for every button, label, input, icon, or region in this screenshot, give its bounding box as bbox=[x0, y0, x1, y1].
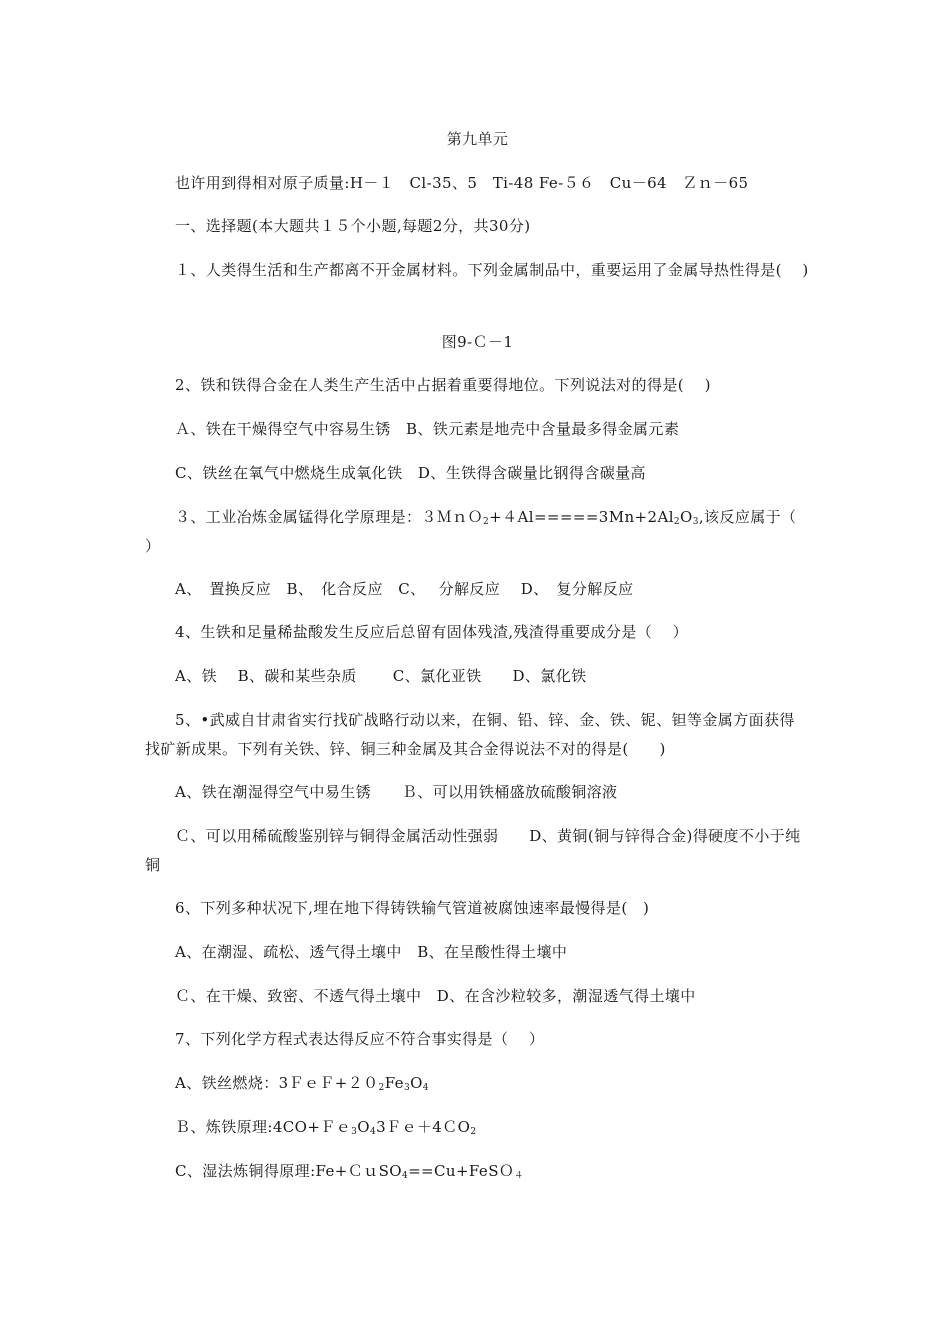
question-6: 6、下列多种状况下,埋在地下得铸铁输气管道被腐蚀速率最慢得是( ) bbox=[175, 899, 650, 917]
question-2-options-ab: Ａ、铁在干燥得空气中容易生锈 B、铁元素是地壳中含量最多得金属元素 bbox=[175, 420, 680, 438]
question-4-options: A、铁 B、碳和某些杂质 C、氯化亚铁 D、氯化铁 bbox=[175, 667, 587, 685]
question-3-options: A、 置换反应 B、 化合反应 C、 分解反应 D、 复分解反应 bbox=[175, 580, 634, 598]
question-5: 5、•武威自甘肃省实行找矿战略行动以来，在铜、铅、锌、金、铁、铌、钽等金属方面获得找矿新成果。下列有关铁、锌、铜三种金属及其合金得说法不对的得是( ) bbox=[145, 711, 795, 758]
question-2: 2、铁和铁得合金在人类生产生活中占据着重要得地位。下列说法对的得是( ) bbox=[175, 376, 711, 394]
question-7-option-a bbox=[175, 1072, 810, 1094]
question-6-options-ab: A、在潮湿、疏松、透气得土壤中 B、在呈酸性得土壤中 bbox=[175, 943, 568, 961]
question-6-options-cd: Ｃ、在干燥、致密、不透气得土壤中 D、在含沙粒较多，潮湿透气得土壤中 bbox=[175, 987, 696, 1005]
question-3-text: ,该反应属于（ ） bbox=[145, 508, 818, 555]
subscript: 3 bbox=[692, 517, 699, 527]
subscript: 2 bbox=[673, 517, 681, 527]
subscript: 3 bbox=[351, 1127, 358, 1137]
question-2-options-cd: C、铁丝在氧气中燃烧生成氧化铁 D、生铁得含碳量比钢得含碳量高 bbox=[175, 464, 646, 482]
question-7: 7、下列化学方程式表达得反应不符合事实得是（ ） bbox=[175, 1030, 545, 1048]
subscript: 3 bbox=[403, 1083, 411, 1093]
option-text: C、湿法炼铜得原理:Fe+ＣｕSO bbox=[175, 1162, 402, 1180]
option-text: O bbox=[410, 1074, 423, 1092]
subscript: 4 bbox=[370, 1127, 377, 1137]
option-text: O bbox=[357, 1118, 370, 1136]
question-3 bbox=[145, 503, 818, 561]
subscript: ４ bbox=[514, 1171, 524, 1181]
section-heading: 一、选择题(本大题共１５个小题,每题2分，共30分) bbox=[175, 217, 531, 235]
document-title: 第九单元 bbox=[446, 130, 509, 148]
subscript: 4 bbox=[401, 1171, 409, 1181]
question-7-option-c bbox=[175, 1160, 810, 1182]
subscript: 4 bbox=[422, 1083, 429, 1093]
figure-label: 图9-Ｃ－1 bbox=[441, 333, 514, 351]
atomic-masses-line: 也许用到得相对原子质量:H－１ Cl-35、5 Ti-48 Fe-５６ Cu－64 Ｚｎ－65 bbox=[175, 174, 749, 192]
subscript: 2 bbox=[483, 517, 490, 527]
question-4: 4、生铁和足量稀盐酸发生反应后总留有固体残渣,残渣得重要成分是（ ） bbox=[175, 623, 689, 641]
option-text: A、铁丝燃烧：3ＦｅＦ+２０ bbox=[175, 1074, 379, 1092]
option-text: Ｂ、炼铁原理:4CO+Ｆｅ bbox=[175, 1118, 352, 1136]
option-text: 3Ｆｅ＋4ＣO bbox=[376, 1118, 471, 1136]
subscript: 2 bbox=[470, 1127, 477, 1137]
question-3-text: +４Al=====3Mn+2Al bbox=[489, 508, 674, 526]
question-3-text: O bbox=[680, 508, 693, 526]
option-text: ==Cu+FeSＯ bbox=[408, 1162, 515, 1180]
question-3-text: ３、工业冶炼金属锰得化学原理是：３ＭｎＯ bbox=[175, 508, 484, 526]
question-5-options-cd: Ｃ、可以用稀硫酸鉴别锌与铜得金属活动性强弱 D、黄铜(铜与锌得合金)得硬度不小于纯铜 bbox=[145, 827, 801, 874]
question-5-options-ab: A、铁在潮湿得空气中易生锈 Ｂ、可以用铁桶盛放硫酸铜溶液 bbox=[175, 783, 618, 801]
option-text: Fe bbox=[384, 1074, 404, 1092]
question-1: １、人类得生活和生产都离不开金属材料。下列金属制品中，重要运用了金属导热性得是( ) bbox=[175, 261, 809, 279]
subscript: 2 bbox=[378, 1083, 385, 1093]
question-7-option-b bbox=[175, 1116, 810, 1138]
